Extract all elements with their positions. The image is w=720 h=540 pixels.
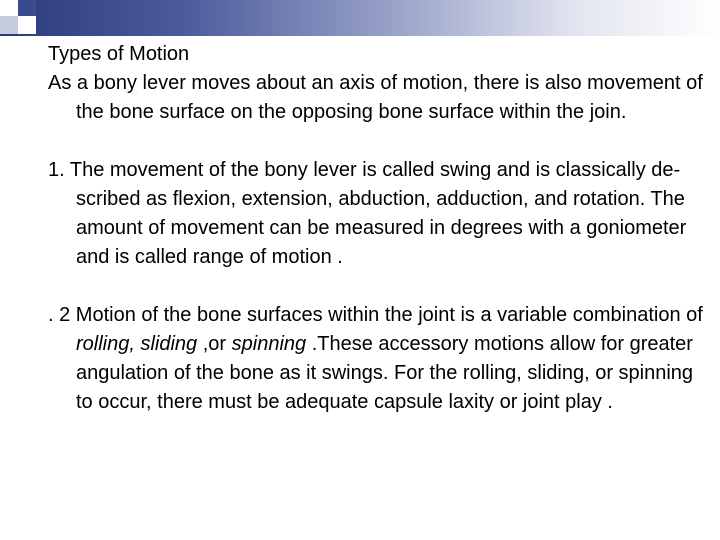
spacer xyxy=(48,127,708,156)
decorative-square xyxy=(18,0,36,16)
decorative-square xyxy=(18,16,36,34)
point-2-text: ,or xyxy=(197,333,232,355)
emphasis-rolling-sliding: rolling, sliding xyxy=(76,333,198,355)
decorative-square xyxy=(0,16,18,34)
point-2-text: .These accessory motions allow for greater angulation of the bone as it swings. For the rolling, sliding, or spinning to occur, there must be adequate capsule laxity or joint play . xyxy=(76,333,694,413)
slide-body xyxy=(48,40,708,417)
point-1-paragraph: 1. The movement of the bony lever is called swing and is classically de-scribed as flexion, extension, abduction, adduction, and rotation. The amount of movement can be measured in degrees with a goniometer and is called range of motion . xyxy=(48,159,687,268)
slide-title: Types of Motion xyxy=(48,43,190,65)
header-gradient-bar xyxy=(0,0,720,36)
decorative-square xyxy=(0,0,18,16)
point-2-paragraph xyxy=(48,301,708,417)
emphasis-spinning: spinning xyxy=(231,333,307,355)
point-2-text: . 2 Motion of the bone surfaces within the joint is a variable combination of xyxy=(48,304,703,326)
spacer xyxy=(48,272,708,301)
intro-paragraph: As a bony lever moves about an axis of motion, there is also movement of the bone surface on the opposing bone surface within the join. xyxy=(48,72,703,123)
